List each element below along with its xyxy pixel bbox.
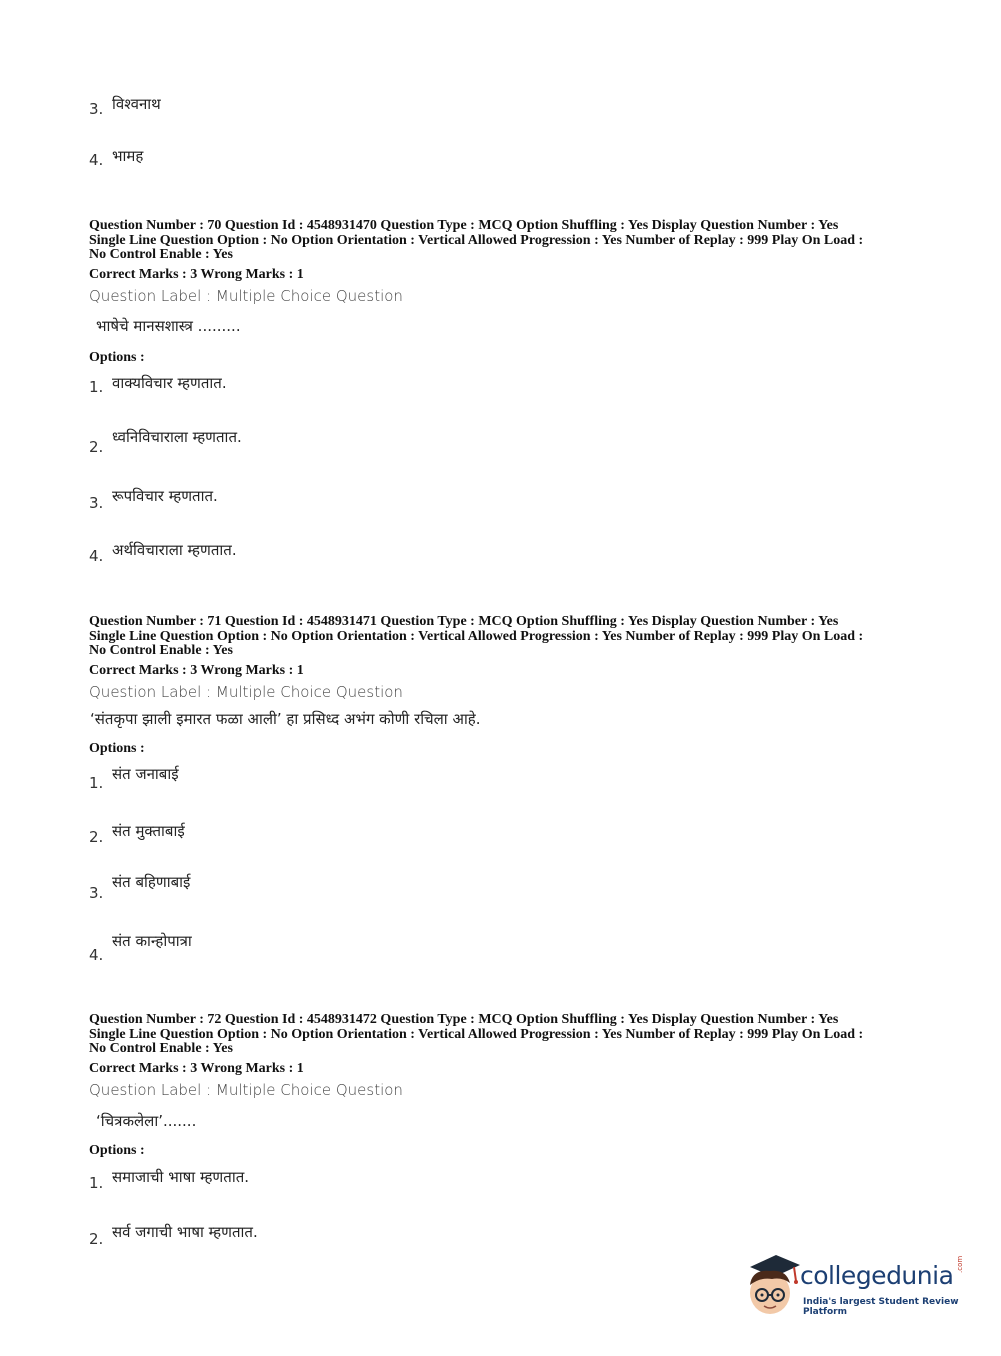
option-number: 4.: [89, 151, 104, 169]
meta-line: No Control Enable : Yes: [89, 643, 233, 659]
question-meta: [89, 219, 919, 263]
logo-tagline: India's largest Student Review Platform: [803, 1297, 959, 1317]
question-meta: [89, 1013, 919, 1057]
question-label: Question Label : Multiple Choice Question: [89, 1081, 403, 1099]
collegedunia-logo[interactable]: [742, 1251, 972, 1319]
option-number: 1.: [89, 1174, 104, 1192]
option-text: समाजाची भाषा म्हणतात.: [112, 1168, 250, 1186]
logo-domain: .com: [956, 1255, 964, 1273]
marks-line: Correct Marks : 3 Wrong Marks : 1: [89, 267, 304, 282]
option-number: 1.: [89, 774, 104, 792]
meta-line: Question Number : 70 Question Id : 4548931470 Question Type : MCQ Option Shuffling : Yes Display Question Number : Yes: [89, 218, 839, 233]
question-meta: [89, 615, 919, 659]
option-number: 2.: [89, 1230, 104, 1248]
question-text: ‘संतकृपा झाली इमारत फळा आली’ हा प्रसिध्द अभंग कोणी रचिला आहे.: [90, 710, 481, 728]
option-text: भामह: [112, 147, 144, 165]
option-number: 4.: [89, 946, 104, 964]
option-text: विश्वनाथ: [112, 95, 161, 113]
meta-line: Single Line Question Option : No Option Orientation : Vertical Allowed Progression : Yes Number of Replay : 999 Play On Load :: [89, 232, 864, 248]
option-number: 2.: [89, 438, 104, 456]
option-text: रूपविचार म्हणतात.: [112, 487, 218, 505]
question-text: ‘चित्रकलेला’.......: [96, 1112, 197, 1130]
marks-line: Correct Marks : 3 Wrong Marks : 1: [89, 663, 304, 678]
question-text: भाषेचे मानसशास्त्र .........: [96, 317, 241, 335]
meta-line: Single Line Question Option : No Option Orientation : Vertical Allowed Progression : Yes Number of Replay : 999 Play On Load :: [89, 628, 864, 644]
option-number: 2.: [89, 828, 104, 846]
meta-line: No Control Enable : Yes: [89, 247, 233, 263]
option-number: 3.: [89, 494, 104, 512]
option-number: 4.: [89, 547, 104, 565]
mascot-icon: [742, 1251, 802, 1319]
marks-line: Correct Marks : 3 Wrong Marks : 1: [89, 1061, 304, 1076]
meta-line: Single Line Question Option : No Option Orientation : Vertical Allowed Progression : Yes Number of Replay : 999 Play On Load :: [89, 1026, 864, 1042]
logo-wordmark: collegedunia: [800, 1261, 954, 1290]
options-heading: Options :: [89, 350, 145, 365]
option-text: वाक्यविचार म्हणतात.: [112, 374, 227, 392]
meta-line: Question Number : 72 Question Id : 4548931472 Question Type : MCQ Option Shuffling : Yes Display Question Number : Yes: [89, 1012, 839, 1027]
option-text: संत बहिणाबाई: [112, 873, 191, 891]
option-text: संत कान्होपात्रा: [112, 932, 192, 950]
options-heading: Options :: [89, 741, 145, 756]
option-number: 3.: [89, 884, 104, 902]
option-number: 3.: [89, 100, 104, 118]
question-label: Question Label : Multiple Choice Question: [89, 287, 403, 305]
option-text: संत मुक्ताबाई: [112, 822, 185, 840]
option-number: 1.: [89, 378, 104, 396]
meta-line: No Control Enable : Yes: [89, 1041, 233, 1057]
option-text: संत जनाबाई: [112, 765, 179, 783]
option-text: ध्वनिविचाराला म्हणतात.: [112, 428, 242, 446]
meta-line: Question Number : 71 Question Id : 4548931471 Question Type : MCQ Option Shuffling : Yes Display Question Number : Yes: [89, 614, 839, 629]
options-heading: Options :: [89, 1143, 145, 1158]
question-label: Question Label : Multiple Choice Question: [89, 683, 403, 701]
option-text: अर्थविचाराला म्हणतात.: [112, 541, 237, 559]
option-text: सर्व जगाची भाषा म्हणतात.: [112, 1223, 258, 1241]
